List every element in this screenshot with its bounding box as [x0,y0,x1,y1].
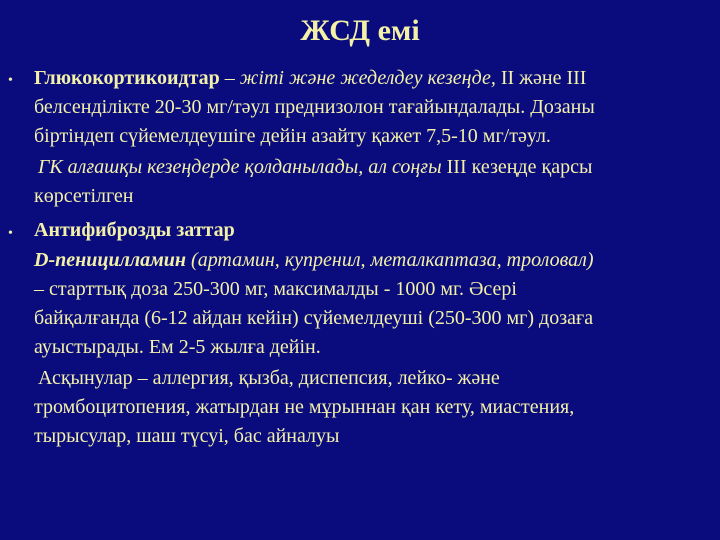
p2-drug-italic: (артамин, купренил, металкаптаза, троловал) [186,249,594,271]
p2-drug-bold: D-пеницилламин [34,249,187,271]
p2-line2: – старттық доза 250-300 мг, максималды - 1000 мг. Әсері [34,278,517,300]
p2-line7: тырысулар, шаш түсуі, бас айналуы [34,425,340,447]
p2-line5: Асқынулар – аллергия, қызба, диспепсия, лейко- және [38,367,500,389]
p1-line3: біртіндеп сүйемелдеушіге дейін азайту қажет 7,5-10 мг/тәул. [34,125,551,147]
p1-lead-italic: – жіті және жеделдеу кезеңде, [219,67,496,89]
p2-heading: Антифиброзды заттар [34,219,235,241]
p1-line4-tail: ІІІ кезеңде қарсы [441,156,593,178]
bullet-marker: • [8,226,13,241]
p1-lead-bold: Глюкокортикоидтар [34,67,220,89]
p2-line6: тромбоцитопения, жатырдан не мұрыннан қан кету, миастения, [34,396,575,418]
p2-line3: байқалғанда (6-12 айдан кейін) сүйемелдеуші (250-300 мг) дозаға [34,307,594,329]
p1-line5: көрсетілген [34,185,134,207]
p1-line4-italic: ГК алғашқы кезеңдерде қолданылады, ал соңғы [38,156,442,178]
bullet-marker: • [8,73,13,88]
p2-line4: ауыстырады. Ем 2-5 жылға дейін. [34,336,321,358]
p2-line1 [34,246,594,275]
p1-line4 [38,153,592,182]
p1-lead-tail: ІІ және ІІІ [495,67,587,89]
p1-line2: белсенділікте 20-30 мг/тәул преднизолон тағайындалады. Дозаны [34,96,595,118]
p1-line1 [34,64,586,93]
slide-title: ЖСД емі [300,14,420,47]
